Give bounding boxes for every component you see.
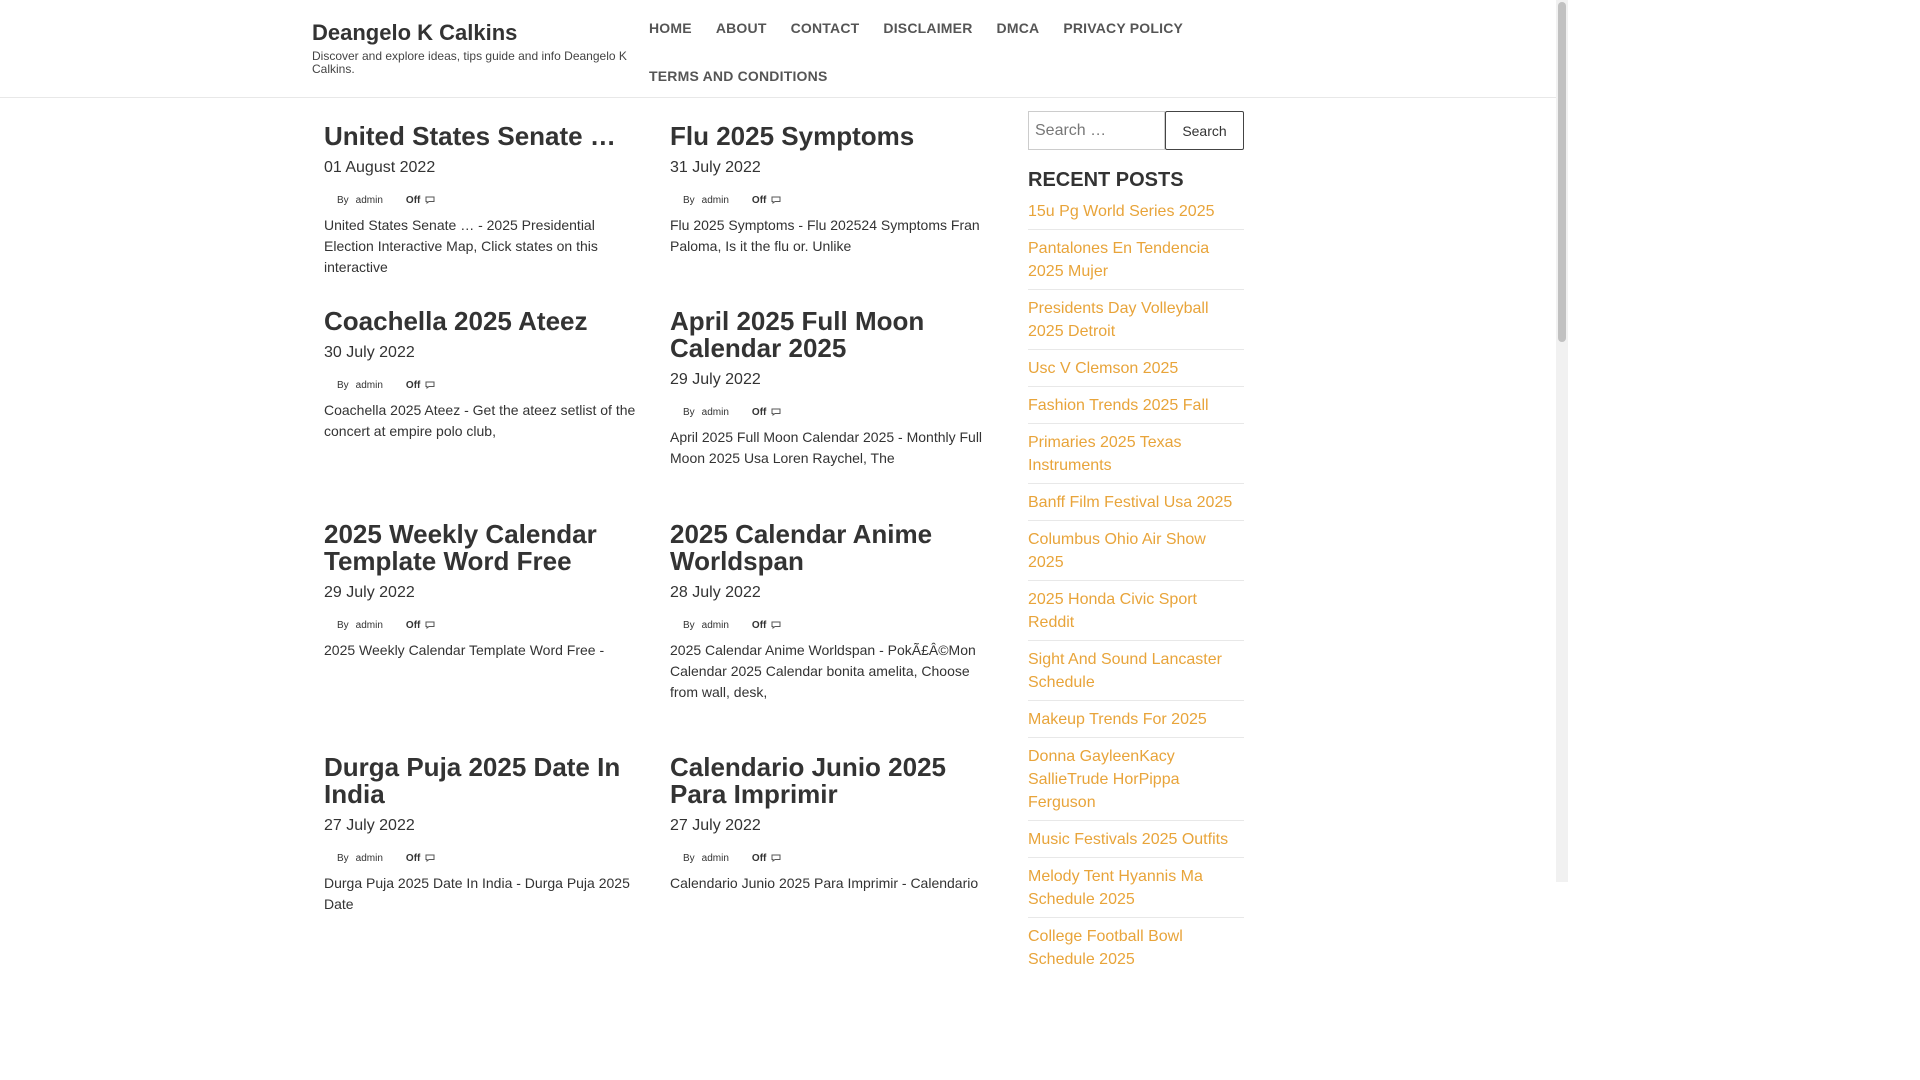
list-item: [1028, 864, 1244, 918]
post-date: 31 July 2022: [670, 159, 761, 176]
recent-posts-list: [1028, 199, 1244, 983]
author-link[interactable]: admin: [701, 619, 729, 631]
author-link[interactable]: admin: [701, 194, 729, 206]
post-card: [324, 123, 644, 278]
site-header: [0, 0, 1556, 98]
comments-status: Off: [751, 852, 767, 864]
author-link[interactable]: admin: [701, 852, 729, 864]
post-date: 01 August 2022: [324, 159, 436, 176]
recent-post-link[interactable]: Pantalones En Tendencia 2025 Mujer: [1028, 240, 1210, 280]
post-title-link[interactable]: 2025 Calendar Anime Worldspan: [670, 519, 933, 576]
post-title-link[interactable]: Calendario Junio 2025 Para Imprimir: [670, 752, 946, 809]
recent-post-link[interactable]: College Football Bowl Schedule 2025: [1028, 928, 1183, 968]
recent-post-link[interactable]: Donna GayleenKacy SallieTrude HorPippa Ferguson: [1028, 748, 1180, 811]
comments-status: Off: [405, 619, 421, 631]
post-meta: [324, 618, 644, 632]
meta-by-label: By: [683, 194, 695, 206]
comments-status: Off: [405, 852, 421, 864]
post-meta: [324, 378, 644, 392]
post-excerpt: 2025 Calendar Anime Worldspan - PokÃ£Â©Mon Calendar 2025 Calendar bonita amelita, Choose from wall, desk,: [670, 642, 976, 700]
list-item: [1028, 199, 1244, 230]
recent-posts-heading: RECENT POSTS: [1028, 169, 1184, 191]
recent-post-link[interactable]: Sight And Sound Lancaster Schedule: [1028, 651, 1222, 691]
search-form: [1028, 111, 1244, 150]
meta-by-label: By: [337, 619, 349, 631]
post-meta: [324, 193, 644, 207]
nav-disclaimer[interactable]: DISCLAIMER: [883, 20, 973, 36]
author-link[interactable]: admin: [355, 619, 383, 631]
post-excerpt: Calendario Junio 2025 Para Imprimir - Calendario: [670, 875, 979, 891]
post-title-link[interactable]: Flu 2025 Symptoms: [670, 121, 915, 151]
list-item: [1028, 827, 1244, 858]
nav-dmca[interactable]: DMCA: [996, 20, 1040, 36]
post-excerpt: United States Senate … - 2025 Presidential Election Interactive Map, Click states on this interactive: [324, 217, 598, 275]
recent-post-link[interactable]: Banff Film Festival Usa 2025: [1028, 494, 1233, 511]
list-item: [1028, 647, 1244, 701]
post-date: 29 July 2022: [670, 371, 761, 388]
author-link[interactable]: admin: [355, 194, 383, 206]
list-item: [1028, 430, 1244, 484]
comment-icon: [771, 196, 781, 204]
post-meta: [670, 193, 990, 207]
site-branding: [312, 20, 632, 76]
meta-by-label: By: [683, 852, 695, 864]
recent-post-link[interactable]: Presidents Day Volleyball 2025 Detroit: [1028, 300, 1209, 340]
comment-icon: [425, 854, 435, 862]
scrollbar-thumb[interactable]: [1558, 2, 1566, 342]
post-date: 28 July 2022: [670, 584, 761, 601]
meta-by-label: By: [337, 194, 349, 206]
comment-icon: [771, 621, 781, 629]
meta-by-label: By: [683, 406, 695, 418]
post-excerpt: 2025 Weekly Calendar Template Word Free -: [324, 642, 605, 658]
post-title-link[interactable]: Coachella 2025 Ateez: [324, 306, 588, 336]
recent-post-link[interactable]: Columbus Ohio Air Show 2025: [1028, 531, 1206, 571]
recent-post-link[interactable]: Melody Tent Hyannis Ma Schedule 2025: [1028, 868, 1203, 908]
post-title-link[interactable]: Durga Puja 2025 Date In India: [324, 752, 621, 809]
list-item: [1028, 296, 1244, 350]
recent-post-link[interactable]: 15u Pg World Series 2025: [1028, 203, 1215, 220]
post-title-link[interactable]: 2025 Weekly Calendar Template Word Free: [324, 519, 597, 576]
meta-by-label: By: [337, 379, 349, 391]
recent-post-link[interactable]: 2025 Honda Civic Sport Reddit: [1028, 591, 1197, 631]
comments-status: Off: [751, 619, 767, 631]
search-button[interactable]: Search: [1165, 111, 1244, 150]
author-link[interactable]: admin: [355, 379, 383, 391]
nav-terms-and-conditions[interactable]: TERMS AND CONDITIONS: [649, 68, 828, 84]
author-link[interactable]: admin: [355, 852, 383, 864]
list-item: [1028, 924, 1244, 977]
comment-icon: [771, 854, 781, 862]
post-date: 27 July 2022: [670, 817, 761, 834]
list-item: [1028, 744, 1244, 821]
list-item: [1028, 356, 1244, 387]
page-scrollbar[interactable]: [1556, 0, 1568, 882]
comments-status: Off: [405, 194, 421, 206]
list-item: [1028, 236, 1244, 290]
comment-icon: [425, 196, 435, 204]
recent-post-link[interactable]: Makeup Trends For 2025: [1028, 711, 1207, 728]
post-meta: [324, 851, 644, 865]
comment-icon: [771, 408, 781, 416]
comment-icon: [425, 381, 435, 389]
post-title-link[interactable]: United States Senate …: [324, 121, 616, 151]
post-card: [324, 521, 644, 661]
recent-post-link[interactable]: Primaries 2025 Texas Instruments: [1028, 434, 1182, 474]
nav-about[interactable]: ABOUT: [715, 20, 767, 36]
recent-post-link[interactable]: Usc V Clemson 2025: [1028, 360, 1179, 377]
post-meta: [670, 405, 990, 419]
comments-status: Off: [751, 194, 767, 206]
list-item: [1028, 527, 1244, 581]
comments-status: Off: [751, 406, 767, 418]
meta-by-label: By: [683, 619, 695, 631]
comment-icon: [425, 621, 435, 629]
post-meta: [670, 618, 990, 632]
list-item: [1028, 490, 1244, 521]
post-excerpt: April 2025 Full Moon Calendar 2025 - Monthly Full Moon 2025 Usa Loren Raychel, The: [670, 429, 983, 466]
post-excerpt: Flu 2025 Symptoms - Flu 202524 Symptoms Fran Paloma, Is it the flu or. Unlike: [670, 217, 980, 254]
post-date: 27 July 2022: [324, 817, 415, 834]
site-description: Discover and explore ideas, tips guide and info Deangelo K Calkins.: [312, 49, 627, 76]
post-card: [670, 123, 990, 257]
list-item: [1028, 707, 1244, 738]
post-card: [324, 308, 644, 442]
comments-status: Off: [405, 379, 421, 391]
post-date: 29 July 2022: [324, 584, 415, 601]
list-item: [1028, 587, 1244, 641]
meta-by-label: By: [337, 852, 349, 864]
post-card: [670, 521, 990, 703]
main-navigation: [637, 8, 1197, 104]
post-title-link[interactable]: April 2025 Full Moon Calendar 2025: [670, 306, 925, 363]
post-date: 30 July 2022: [324, 344, 415, 361]
post-card: [670, 754, 990, 894]
post-card: [670, 308, 990, 469]
post-excerpt: Durga Puja 2025 Date In India - Durga Puja 2025 Date: [324, 875, 630, 912]
recent-post-link[interactable]: Fashion Trends 2025 Fall: [1028, 397, 1209, 414]
post-card: [324, 754, 644, 915]
nav-contact[interactable]: CONTACT: [790, 20, 860, 36]
list-item: [1028, 393, 1244, 424]
nav-privacy-policy[interactable]: PRIVACY POLICY: [1063, 20, 1184, 36]
post-excerpt: Coachella 2025 Ateez - Get the ateez setlist of the concert at empire polo club,: [324, 402, 636, 439]
recent-post-link[interactable]: Music Festivals 2025 Outfits: [1028, 831, 1229, 848]
nav-home[interactable]: HOME: [649, 20, 692, 36]
author-link[interactable]: admin: [701, 406, 729, 418]
search-input[interactable]: [1028, 111, 1165, 150]
site-title-link[interactable]: Deangelo K Calkins: [312, 20, 518, 45]
post-meta: [670, 851, 990, 865]
